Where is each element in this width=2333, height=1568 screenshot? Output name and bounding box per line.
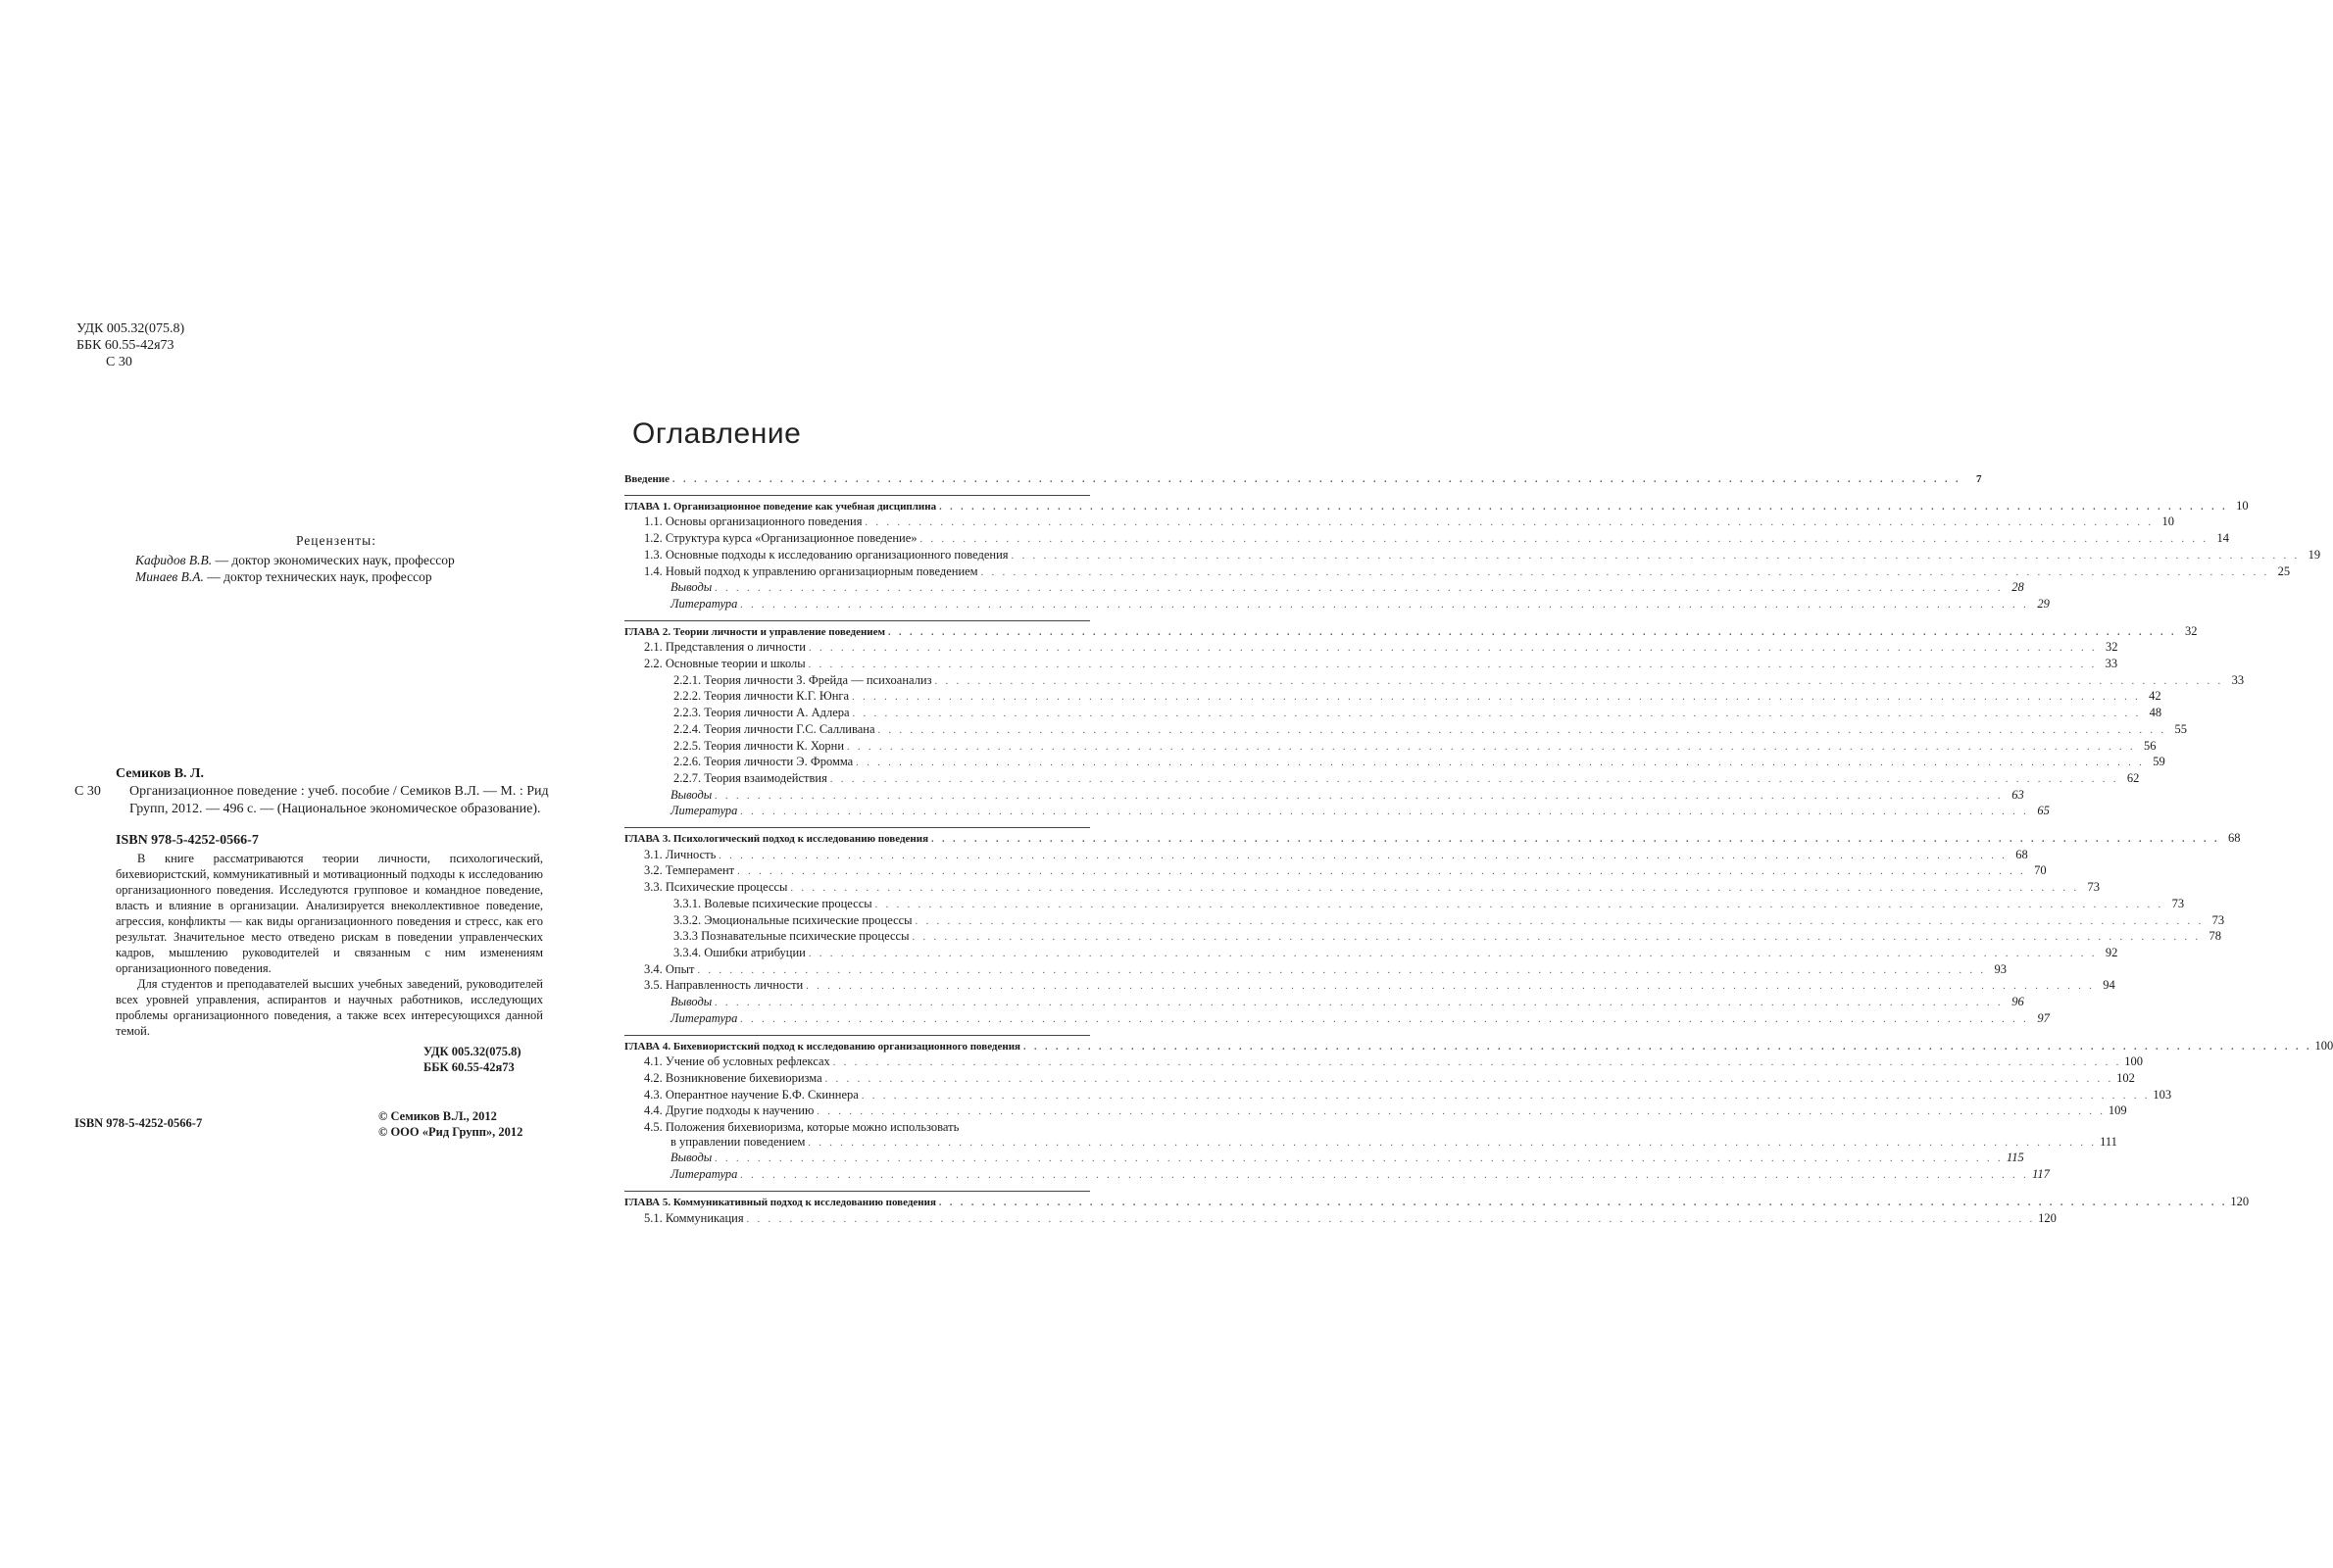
toc-entry: 3.4. Опыт . . . . . . . . . . . . . . . . . . . . . . . . . . . . . . . . . . . . . . . . . . . . . . . . . . . . . . . . . . . . . . . . . . . . . . . . . . . . . . . . . . . . . . . . . . . . . . . . . . . . . . . . . . . . . . . . . . . . . . . . 93 bbox=[644, 961, 2007, 976]
toc-entry-title: 5.1. Коммуникация bbox=[644, 1210, 744, 1225]
toc-entry-italic: Литература . . . . . . . . . . . . . . . . . . . . . . . . . . . . . . . . . . . . . . . . . . . . . . . . . . . . . . . . . . . . . . . . . . . . . . . . . . . . . . . . . . . . . . . . . . . . . . . . . . . . . . . . . . . . . . . . . . . . . . . . 117 bbox=[670, 1167, 2050, 1182]
toc-entry-page: 102 bbox=[2116, 1070, 2135, 1085]
toc-entry-italic: Литература . . . . . . . . . . . . . . . . . . . . . . . . . . . . . . . . . . . . . . . . . . . . . . . . . . . . . . . . . . . . . . . . . . . . . . . . . . . . . . . . . . . . . . . . . . . . . . . . . . . . . . . . . . . . . . . . . . . . . . . . 65 bbox=[670, 804, 2050, 818]
toc-entry: в управлении поведением . . . . . . . . . . . . . . . . . . . . . . . . . . . . . . . . . . . . . . . . . . . . . . . . . . . . . . . . . . . . . . . . . . . . . . . . . . . . . . . . . . . . . . . . . . . . . . . . . . . . . . . . . . . . . . . . . . . . . . . . 111 bbox=[670, 1134, 2117, 1149]
bbk-code: ББК 60.55-42я73 bbox=[76, 338, 174, 353]
toc-entry-title: 3.5. Направленность личности bbox=[644, 978, 804, 993]
udk-code-end: УДК 005.32(075.8) bbox=[423, 1045, 521, 1058]
toc-entry: 2.2.4. Теория личности Г.С. Салливана . . . . . . . . . . . . . . . . . . . . . . . . . . . . . . . . . . . . . . . . . . . . . . . . . . . . . . . . . . . . . . . . . . . . . . . . . . . . . . . . . . . . . . . . . . . . . . . . . . . . . . . . . . . . . . . . . . . . . . . . 55 bbox=[673, 721, 2188, 736]
toc-entry: 1.3. Основные подходы к исследованию организационного поведения . . . . . . . . . . . . . . . . . . . . . . . . . . . . . . . . . . . . . . . . . . . . . . . . . . . . . . . . . . . . . . . . . . . . . . . . . . . . . . . . . . . . . . . . . . . . . . . . . . . . . . . . . . . . . . . . . . . . . . . . 19 bbox=[644, 547, 2321, 562]
toc-entry-title: 2.2.7. Теория взаимодействия bbox=[673, 770, 827, 785]
copyright-line: © ООО «Рид Групп», 2012 bbox=[378, 1125, 523, 1139]
classification-end bbox=[423, 1044, 521, 1075]
toc-entry-title: 4.1. Учение об условных рефлексах bbox=[644, 1054, 830, 1069]
left-page bbox=[0, 0, 588, 1568]
toc-chapter-title: ГЛАВА 5. Коммуникативный подход к исследованию поведения . . . . . . . . . . . . . . . . . . . . . . . . . . . . . . . . . . . . . . . . . . . . . . . . . . . . . . . . . . . . . . . . . . . . . . . . . . . . . . . . . . . . . . . . . . . . . . . . . . . . . . . . . . . . . . . . . . . . . . . . 120 bbox=[624, 1194, 2250, 1208]
reviewers-title: Рецензенты: bbox=[295, 533, 377, 548]
toc-entry-title: 4.3. Оперантное научение Б.Ф. Скиннера bbox=[644, 1087, 859, 1102]
toc-entry-title: Выводы bbox=[670, 1151, 713, 1165]
toc-entry-page: 100 bbox=[2124, 1054, 2144, 1069]
toc-entry-page: 33 bbox=[2105, 657, 2118, 671]
toc-entry: 4.3. Оперантное научение Б.Ф. Скиннера . . . . . . . . . . . . . . . . . . . . . . . . . . . . . . . . . . . . . . . . . . . . . . . . . . . . . . . . . . . . . . . . . . . . . . . . . . . . . . . . . . . . . . . . . . . . . . . . . . . . . . . . . . . . . . . . . . . . . . . . 103 bbox=[644, 1087, 2172, 1102]
toc-entry-page: 56 bbox=[2144, 738, 2157, 753]
toc-entry-page: 10 bbox=[2236, 498, 2249, 513]
toc-entry-title: 1.2. Структура курса «Организационное поведение» bbox=[644, 531, 918, 546]
toc-entry-title: 3.1. Личность bbox=[644, 847, 717, 861]
toc-entry: 2.2.3. Теория личности А. Адлера . . . . . . . . . . . . . . . . . . . . . . . . . . . . . . . . . . . . . . . . . . . . . . . . . . . . . . . . . . . . . . . . . . . . . . . . . . . . . . . . . . . . . . . . . . . . . . . . . . . . . . . . . . . . . . . . . . . . . . . . 48 bbox=[673, 706, 2162, 720]
toc-entry: 2.2.6. Теория личности Э. Фромма . . . . . . . . . . . . . . . . . . . . . . . . . . . . . . . . . . . . . . . . . . . . . . . . . . . . . . . . . . . . . . . . . . . . . . . . . . . . . . . . . . . . . . . . . . . . . . . . . . . . . . . . . . . . . . . . . . . . . . . . 59 bbox=[673, 755, 2165, 769]
toc-entry-page: 115 bbox=[2006, 1151, 2024, 1165]
toc-entry-title: Литература bbox=[670, 1167, 738, 1182]
table-of-contents bbox=[624, 472, 2333, 1234]
toc-entry-title: 2.2.3. Теория личности А. Адлера bbox=[673, 706, 850, 720]
toc-entry-title: Выводы bbox=[670, 787, 713, 802]
toc-entry-title: 2.2.4. Теория личности Г.С. Салливана bbox=[673, 721, 875, 736]
toc-chapter bbox=[624, 827, 2241, 1027]
reviewers-block bbox=[116, 532, 547, 585]
toc-entry-title: Выводы bbox=[670, 580, 713, 595]
toc-entry-page: 25 bbox=[2277, 564, 2291, 578]
toc-entry: 1.1. Основы организационного поведения . . . . . . . . . . . . . . . . . . . . . . . . . . . . . . . . . . . . . . . . . . . . . . . . . . . . . . . . . . . . . . . . . . . . . . . . . . . . . . . . . . . . . . . . . . . . . . . . . . . . . . . . . . . . . . . . . . . . . . . . 10 bbox=[644, 514, 2174, 529]
toc-entry-title: 1.4. Новый подход к управлению организациорным поведением bbox=[644, 564, 978, 578]
toc-entry-italic: Выводы . . . . . . . . . . . . . . . . . . . . . . . . . . . . . . . . . . . . . . . . . . . . . . . . . . . . . . . . . . . . . . . . . . . . . . . . . . . . . . . . . . . . . . . . . . . . . . . . . . . . . . . . . . . . . . . . . . . . . . . . 63 bbox=[670, 787, 2024, 802]
toc-entry-page: 65 bbox=[2037, 804, 2050, 818]
author-code: С 30 bbox=[106, 355, 132, 369]
toc-chapter-title: ГЛАВА 4. Бихевиористский подход к исследованию организационного поведения . . . . . . . . . . . . . . . . . . . . . . . . . . . . . . . . . . . . . . . . . . . . . . . . . . . . . . . . . . . . . . . . . . . . . . . . . . . . . . . . . . . . . . . . . . . . . . . . . . . . . . . . . . . . . . . . . . . . . . . . 100 bbox=[624, 1038, 2333, 1053]
toc-intro: Введение . . . . . . . . . . . . . . . . . . . . . . . . . . . . . . . . . . . . . . . . . . . . . . . . . . . . . . . . . . . . . . . . . . . . . . . . . . . . . . . . . . . . . . . . . . . . . . . . . . . . . . . . . . . . . . . . . . . . . . . . 7 bbox=[624, 473, 1982, 485]
toc-chapter-title: ГЛАВА 2. Теории личности и управление поведением . . . . . . . . . . . . . . . . . . . . . . . . . . . . . . . . . . . . . . . . . . . . . . . . . . . . . . . . . . . . . . . . . . . . . . . . . . . . . . . . . . . . . . . . . . . . . . . . . . . . . . . . . . . . . . . . . . . . . . . . 32 bbox=[624, 623, 2198, 638]
toc-entry: 3.3.1. Волевые психические процессы . . . . . . . . . . . . . . . . . . . . . . . . . . . . . . . . . . . . . . . . . . . . . . . . . . . . . . . . . . . . . . . . . . . . . . . . . . . . . . . . . . . . . . . . . . . . . . . . . . . . . . . . . . . . . . . . . . . . . . . . 73 bbox=[673, 896, 2185, 910]
toc-entry-italic: Выводы . . . . . . . . . . . . . . . . . . . . . . . . . . . . . . . . . . . . . . . . . . . . . . . . . . . . . . . . . . . . . . . . . . . . . . . . . . . . . . . . . . . . . . . . . . . . . . . . . . . . . . . . . . . . . . . . . . . . . . . . 96 bbox=[670, 995, 2024, 1009]
toc-entry-title: Выводы bbox=[670, 995, 713, 1009]
toc-entry: 2.2.7. Теория взаимодействия . . . . . . . . . . . . . . . . . . . . . . . . . . . . . . . . . . . . . . . . . . . . . . . . . . . . . . . . . . . . . . . . . . . . . . . . . . . . . . . . . . . . . . . . . . . . . . . . . . . . . . . . . . . . . . . . . . . . . . . . 62 bbox=[673, 770, 2140, 785]
toc-entry-title: 2.1. Представления о личности bbox=[644, 640, 806, 655]
right-page bbox=[588, 0, 2333, 1568]
toc-entry-title: 4.5. Положения бихевиоризма, которые можно использовать bbox=[644, 1120, 960, 1135]
toc-entry: 1.4. Новый подход к управлению организациорным поведением . . . . . . . . . . . . . . . . . . . . . . . . . . . . . . . . . . . . . . . . . . . . . . . . . . . . . . . . . . . . . . . . . . . . . . . . . . . . . . . . . . . . . . . . . . . . . . . . . . . . . . . . . . . . . . . . . . . . . . . . 25 bbox=[644, 564, 2291, 578]
toc-entry: 1.2. Структура курса «Организационное поведение» . . . . . . . . . . . . . . . . . . . . . . . . . . . . . . . . . . . . . . . . . . . . . . . . . . . . . . . . . . . . . . . . . . . . . . . . . . . . . . . . . . . . . . . . . . . . . . . . . . . . . . . . . . . . . . . . . . . . . . . . 14 bbox=[644, 531, 2230, 546]
toc-entry: 2.2.2. Теория личности К.Г. Юнга . . . . . . . . . . . . . . . . . . . . . . . . . . . . . . . . . . . . . . . . . . . . . . . . . . . . . . . . . . . . . . . . . . . . . . . . . . . . . . . . . . . . . . . . . . . . . . . . . . . . . . . . . . . . . . . . . . . . . . . . 42 bbox=[673, 689, 2161, 704]
copyright-line: © Семиков В.Л., 2012 bbox=[378, 1109, 497, 1123]
toc-entry-page: 55 bbox=[2174, 721, 2188, 736]
toc-entry-title: в управлении поведением bbox=[670, 1134, 806, 1149]
abstract-paragraph: Для студентов и преподавателей высших учебных заведений, руководителей всех уровней управления, аспирантов и научных работников, исследующих проблемы организационного поведения, а также всех интересующихся данной темой. bbox=[116, 977, 543, 1038]
abstract bbox=[116, 851, 543, 1039]
toc-entry-italic: Литература . . . . . . . . . . . . . . . . . . . . . . . . . . . . . . . . . . . . . . . . . . . . . . . . . . . . . . . . . . . . . . . . . . . . . . . . . . . . . . . . . . . . . . . . . . . . . . . . . . . . . . . . . . . . . . . . . . . . . . . . 29 bbox=[670, 596, 2050, 611]
reviewer-name: Кафидов В.В. bbox=[135, 553, 213, 567]
toc-entry: 4.1. Учение об условных рефлексах . . . . . . . . . . . . . . . . . . . . . . . . . . . . . . . . . . . . . . . . . . . . . . . . . . . . . . . . . . . . . . . . . . . . . . . . . . . . . . . . . . . . . . . . . . . . . . . . . . . . . . . . . . . . . . . . . . . . . . . . 100 bbox=[644, 1054, 2144, 1069]
abstract-paragraph: В книге рассматриваются теории личности, психологический, бихевиористский, коммуникативный и мотивационный подходы к исследованию организационного поведения. Исследуются групповое и командное поведение, власть и влияние в организации. Анализируется внеколлективное поведение, агрессия, конфликты — как виды организационного поведения и стресс, как его результат. Значительное место отведено рискам в поведении управленческих кадров, мышлению руководителей и связанным с ним изменениям организационного поведения. bbox=[116, 852, 543, 975]
toc-entry-page: 42 bbox=[2149, 689, 2161, 704]
toc-entry-page: 32 bbox=[2185, 623, 2198, 638]
toc-entry-title: ГЛАВА 4. Бихевиористский подход к исследованию организационного поведения bbox=[624, 1040, 1021, 1053]
isbn-bottom: ISBN 978-5-4252-0566-7 bbox=[74, 1116, 203, 1130]
toc-entry-page: 117 bbox=[2032, 1167, 2050, 1182]
toc-entry: 3.3.2. Эмоциональные психические процессы . . . . . . . . . . . . . . . . . . . . . . . . . . . . . . . . . . . . . . . . . . . . . . . . . . . . . . . . . . . . . . . . . . . . . . . . . . . . . . . . . . . . . . . . . . . . . . . . . . . . . . . . . . . . . . . . . . . . . . . . 73 bbox=[673, 912, 2225, 927]
author-name: Семиков В. Л. bbox=[116, 766, 204, 781]
toc-entry-page: 68 bbox=[2015, 847, 2028, 861]
toc-entry-page: 92 bbox=[2105, 945, 2118, 959]
toc-entry-page: 100 bbox=[2314, 1038, 2333, 1053]
toc-entry: 3.3.4. Ошибки атрибуции . . . . . . . . . . . . . . . . . . . . . . . . . . . . . . . . . . . . . . . . . . . . . . . . . . . . . . . . . . . . . . . . . . . . . . . . . . . . . . . . . . . . . . . . . . . . . . . . . . . . . . . . . . . . . . . . . . . . . . . . 92 bbox=[673, 945, 2118, 959]
toc-entry: 4.2. Возникновение бихевиоризма . . . . . . . . . . . . . . . . . . . . . . . . . . . . . . . . . . . . . . . . . . . . . . . . . . . . . . . . . . . . . . . . . . . . . . . . . . . . . . . . . . . . . . . . . . . . . . . . . . . . . . . . . . . . . . . . . . . . . . . . 102 bbox=[644, 1070, 2135, 1085]
isbn: ISBN 978-5-4252-0566-7 bbox=[116, 833, 259, 848]
toc-entry-title: 3.3.4. Ошибки атрибуции bbox=[673, 945, 806, 959]
toc-entry-page: 78 bbox=[2209, 929, 2221, 944]
toc-chapter bbox=[624, 1035, 2333, 1184]
copyrights bbox=[378, 1108, 522, 1140]
toc-entry-page: 68 bbox=[2228, 831, 2241, 846]
classification-block bbox=[76, 320, 184, 370]
toc-entry-title: ГЛАВА 2. Теории личности и управление поведением bbox=[624, 625, 886, 638]
toc-entry-title: 3.4. Опыт bbox=[644, 961, 695, 976]
toc-chapter bbox=[624, 620, 2245, 820]
toc-entry-title: 2.2.6. Теория личности Э. Фромма bbox=[673, 755, 854, 769]
bbk-code-end: ББК 60.55-42я73 bbox=[423, 1060, 515, 1074]
toc-entry-page: 97 bbox=[2037, 1010, 2050, 1025]
toc-entry-title: Литература bbox=[670, 804, 738, 818]
toc-entry-page: 63 bbox=[2011, 787, 2024, 802]
reviewer-name: Минаев В.А. bbox=[135, 569, 204, 584]
toc-entry-page: 14 bbox=[2216, 531, 2230, 546]
udk-code: УДК 005.32(075.8) bbox=[76, 321, 185, 336]
toc-entry-title: 3.3.3 Познавательные психические процессы bbox=[673, 929, 910, 944]
toc-entry-title: 1.1. Основы организационного поведения bbox=[644, 514, 863, 529]
toc-entry: 3.3. Психические процессы . . . . . . . . . . . . . . . . . . . . . . . . . . . . . . . . . . . . . . . . . . . . . . . . . . . . . . . . . . . . . . . . . . . . . . . . . . . . . . . . . . . . . . . . . . . . . . . . . . . . . . . . . . . . . . . . . . . . . . . . 73 bbox=[644, 880, 2100, 895]
toc-entry-title: 3.2. Темперамент bbox=[644, 863, 735, 878]
toc-entry-page: 120 bbox=[2038, 1210, 2057, 1225]
toc-entry-title: ГЛАВА 5. Коммуникативный подход к исследованию поведения bbox=[624, 1196, 936, 1208]
toc-entry-title: 4.4. Другие подходы к научению bbox=[644, 1103, 815, 1118]
toc-entry-page: 33 bbox=[2231, 672, 2245, 687]
toc-entry-page: 93 bbox=[1994, 961, 2007, 976]
reviewer-desc: — доктор технических наук, профессор bbox=[203, 569, 432, 584]
toc-entry-page: 32 bbox=[2105, 640, 2118, 655]
toc-entry: 2.2. Основные теории и школы . . . . . . . . . . . . . . . . . . . . . . . . . . . . . . . . . . . . . . . . . . . . . . . . . . . . . . . . . . . . . . . . . . . . . . . . . . . . . . . . . . . . . . . . . . . . . . . . . . . . . . . . . . . . . . . . . . . . . . . . 33 bbox=[644, 657, 2118, 671]
toc-entry-page: 29 bbox=[2037, 596, 2050, 611]
toc-chapter-title: ГЛАВА 1. Организационное поведение как учебная дисциплина . . . . . . . . . . . . . . . . . . . . . . . . . . . . . . . . . . . . . . . . . . . . . . . . . . . . . . . . . . . . . . . . . . . . . . . . . . . . . . . . . . . . . . . . . . . . . . . . . . . . . . . . . . . . . . . . . . . . . . . . 10 bbox=[624, 498, 2249, 513]
reviewer-line bbox=[116, 552, 547, 568]
toc-entry-page: 28 bbox=[2011, 580, 2024, 595]
toc-entry-title: 1.3. Основные подходы к исследованию организационного поведения bbox=[644, 547, 1009, 562]
toc-chapter-title: ГЛАВА 3. Психологический подход к исследованию поведения . . . . . . . . . . . . . . . . . . . . . . . . . . . . . . . . . . . . . . . . . . . . . . . . . . . . . . . . . . . . . . . . . . . . . . . . . . . . . . . . . . . . . . . . . . . . . . . . . . . . . . . . . . . . . . . . . . . . . . . . 68 bbox=[624, 831, 2241, 846]
toc-entry-page: 62 bbox=[2126, 770, 2140, 785]
toc-chapter bbox=[624, 495, 2321, 613]
bib-description: Организационное поведение : учеб. пособие / Семиков В.Л. — М. : Рид Групп, 2012. — 496 с. — (Национальное экономическое образование). bbox=[129, 784, 549, 816]
toc-entry-page: 96 bbox=[2011, 995, 2024, 1009]
toc-entry-title: Введение bbox=[624, 473, 670, 485]
toc-entry-page: 73 bbox=[2211, 912, 2225, 927]
toc-entry-page: 7 bbox=[1976, 473, 1982, 485]
toc-entry: 3.1. Личность . . . . . . . . . . . . . . . . . . . . . . . . . . . . . . . . . . . . . . . . . . . . . . . . . . . . . . . . . . . . . . . . . . . . . . . . . . . . . . . . . . . . . . . . . . . . . . . . . . . . . . . . . . . . . . . . . . . . . . . . 68 bbox=[644, 847, 2028, 861]
bibliographic-record bbox=[74, 765, 555, 850]
toc-heading: Оглавление bbox=[632, 417, 802, 450]
toc-entry-page: 10 bbox=[2161, 514, 2174, 529]
toc-entry-title: Литература bbox=[670, 596, 738, 611]
toc-entry-page: 70 bbox=[2034, 863, 2047, 878]
toc-entry-title: 2.2. Основные теории и школы bbox=[644, 657, 806, 671]
toc-entry-page: 73 bbox=[2087, 880, 2100, 895]
toc-entry-title: 3.3.1. Волевые психические процессы bbox=[673, 896, 872, 910]
bib-code: С 30 bbox=[74, 784, 101, 799]
toc-entry-title: 3.3. Психические процессы bbox=[644, 880, 788, 895]
toc-entry: 4.4. Другие подходы к научению . . . . . . . . . . . . . . . . . . . . . . . . . . . . . . . . . . . . . . . . . . . . . . . . . . . . . . . . . . . . . . . . . . . . . . . . . . . . . . . . . . . . . . . . . . . . . . . . . . . . . . . . . . . . . . . . . . . . . . . . 109 bbox=[644, 1103, 2127, 1118]
toc-entry-page: 73 bbox=[2171, 896, 2185, 910]
toc-entry-italic: Выводы . . . . . . . . . . . . . . . . . . . . . . . . . . . . . . . . . . . . . . . . . . . . . . . . . . . . . . . . . . . . . . . . . . . . . . . . . . . . . . . . . . . . . . . . . . . . . . . . . . . . . . . . . . . . . . . . . . . . . . . . 115 bbox=[670, 1151, 2024, 1165]
toc-entry-page: 103 bbox=[2153, 1087, 2172, 1102]
toc-entry-title: ГЛАВА 1. Организационное поведение как учебная дисциплина bbox=[624, 500, 937, 513]
toc-entry-italic: Литература . . . . . . . . . . . . . . . . . . . . . . . . . . . . . . . . . . . . . . . . . . . . . . . . . . . . . . . . . . . . . . . . . . . . . . . . . . . . . . . . . . . . . . . . . . . . . . . . . . . . . . . . . . . . . . . . . . . . . . . . 97 bbox=[670, 1010, 2050, 1025]
toc-entry-italic: Выводы . . . . . . . . . . . . . . . . . . . . . . . . . . . . . . . . . . . . . . . . . . . . . . . . . . . . . . . . . . . . . . . . . . . . . . . . . . . . . . . . . . . . . . . . . . . . . . . . . . . . . . . . . . . . . . . . . . . . . . . . 28 bbox=[670, 580, 2024, 595]
toc-chapter bbox=[624, 1191, 2250, 1227]
reviewer-desc: — доктор экономических наук, профессор bbox=[212, 553, 455, 567]
toc-entry: 3.2. Темперамент . . . . . . . . . . . . . . . . . . . . . . . . . . . . . . . . . . . . . . . . . . . . . . . . . . . . . . . . . . . . . . . . . . . . . . . . . . . . . . . . . . . . . . . . . . . . . . . . . . . . . . . . . . . . . . . . . . . . . . . . 70 bbox=[644, 863, 2047, 878]
toc-entry: 3.3.3 Познавательные психические процессы . . . . . . . . . . . . . . . . . . . . . . . . . . . . . . . . . . . . . . . . . . . . . . . . . . . . . . . . . . . . . . . . . . . . . . . . . . . . . . . . . . . . . . . . . . . . . . . . . . . . . . . . . . . . . . . . . . . . . . . . 78 bbox=[673, 929, 2221, 944]
toc-entry-page: 94 bbox=[2103, 978, 2115, 993]
toc-entry-title: 4.2. Возникновение бихевиоризма bbox=[644, 1070, 822, 1085]
toc-entry: 2.1. Представления о личности . . . . . . . . . . . . . . . . . . . . . . . . . . . . . . . . . . . . . . . . . . . . . . . . . . . . . . . . . . . . . . . . . . . . . . . . . . . . . . . . . . . . . . . . . . . . . . . . . . . . . . . . . . . . . . . . . . . . . . . . 32 bbox=[644, 640, 2118, 655]
toc-entry-page: 59 bbox=[2153, 755, 2165, 769]
toc-entry-page: 111 bbox=[2100, 1134, 2117, 1149]
toc-entry-title: 2.2.1. Теория личности З. Фрейда — психоанализ bbox=[673, 672, 932, 687]
toc-entry-title: Литература bbox=[670, 1010, 738, 1025]
toc-entry-page: 120 bbox=[2230, 1194, 2250, 1208]
toc-entry-title: 3.3.2. Эмоциональные психические процессы bbox=[673, 912, 913, 927]
toc-entry-title: 2.2.2. Теория личности К.Г. Юнга bbox=[673, 689, 850, 704]
toc-entry: 2.2.1. Теория личности З. Фрейда — психоанализ . . . . . . . . . . . . . . . . . . . . . . . . . . . . . . . . . . . . . . . . . . . . . . . . . . . . . . . . . . . . . . . . . . . . . . . . . . . . . . . . . . . . . . . . . . . . . . . . . . . . . . . . . . . . . . . . . . . . . . . . 33 bbox=[673, 672, 2245, 687]
toc-entry-title: 2.2.5. Теория личности К. Хорни bbox=[673, 738, 845, 753]
toc-entry: 3.5. Направленность личности . . . . . . . . . . . . . . . . . . . . . . . . . . . . . . . . . . . . . . . . . . . . . . . . . . . . . . . . . . . . . . . . . . . . . . . . . . . . . . . . . . . . . . . . . . . . . . . . . . . . . . . . . . . . . . . . . . . . . . . . 94 bbox=[644, 978, 2115, 993]
toc-entry: 5.1. Коммуникация . . . . . . . . . . . . . . . . . . . . . . . . . . . . . . . . . . . . . . . . . . . . . . . . . . . . . . . . . . . . . . . . . . . . . . . . . . . . . . . . . . . . . . . . . . . . . . . . . . . . . . . . . . . . . . . . . . . . . . . . 120 bbox=[644, 1210, 2057, 1225]
toc-entry: 2.2.5. Теория личности К. Хорни . . . . . . . . . . . . . . . . . . . . . . . . . . . . . . . . . . . . . . . . . . . . . . . . . . . . . . . . . . . . . . . . . . . . . . . . . . . . . . . . . . . . . . . . . . . . . . . . . . . . . . . . . . . . . . . . . . . . . . . . 56 bbox=[673, 738, 2157, 753]
toc-entry-page: 19 bbox=[2308, 547, 2321, 562]
reviewer-line bbox=[116, 568, 547, 585]
toc-entry-page: 109 bbox=[2108, 1103, 2127, 1118]
toc-entry-title: ГЛАВА 3. Психологический подход к исследованию поведения bbox=[624, 833, 929, 846]
toc-entry-page: 48 bbox=[2149, 706, 2162, 720]
